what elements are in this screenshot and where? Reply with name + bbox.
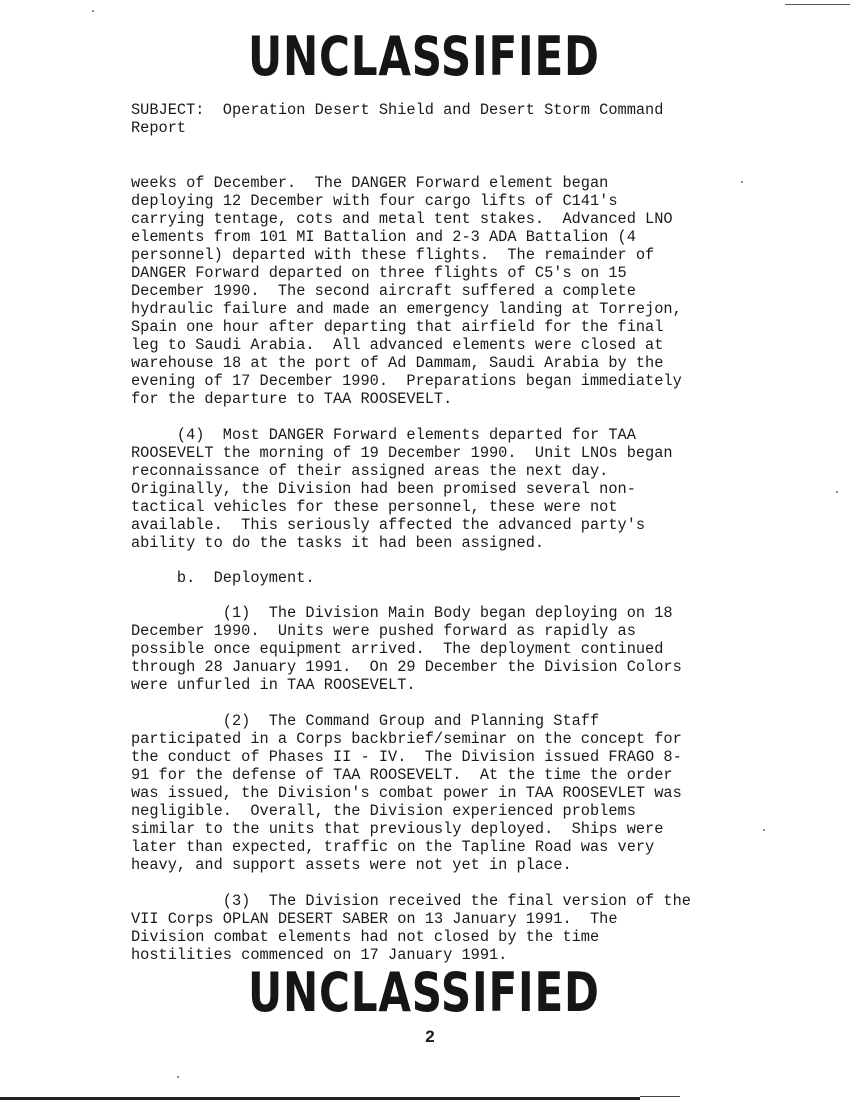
text-line: reconnaissance of their assigned areas the next day. xyxy=(131,462,609,480)
paragraph-b3 xyxy=(131,892,751,964)
page-number: 2 xyxy=(425,1027,435,1046)
text-line: were unfurled in TAA ROOSEVELT. xyxy=(131,676,416,694)
paragraph-b2 xyxy=(131,712,751,874)
text-line: (1) The Division Main Body began deploying on 18 xyxy=(131,604,673,622)
text-line: for the departure to TAA ROOSEVELT. xyxy=(131,390,453,408)
text-line: ability to do the tasks it had been assigned. xyxy=(131,534,545,552)
text-line: through 28 January 1991. On 29 December the Division Colors xyxy=(131,658,682,676)
text-line: available. This seriously affected the advanced party's xyxy=(131,516,646,534)
text-line: heavy, and support assets were not yet in place. xyxy=(131,856,572,874)
text-line: was issued, the Division's combat power in TAA ROOSEVLET was xyxy=(131,784,682,802)
scan-speck xyxy=(836,491,838,493)
text-line: participated in a Corps backbrief/seminar on the concept for xyxy=(131,730,682,748)
text-line: personnel) departed with these flights. The remainder of xyxy=(131,246,655,264)
text-line: (4) Most DANGER Forward elements departed for TAA xyxy=(131,426,636,444)
text-line: hostilities commenced on 17 January 1991. xyxy=(131,946,508,964)
scan-speck xyxy=(741,181,743,183)
text-line: Originally, the Division had been promised several non- xyxy=(131,480,636,498)
top-edge-line xyxy=(785,4,850,5)
text-line: carrying tentage, cots and metal tent stakes. Advanced LNO xyxy=(131,210,673,228)
bottom-edge-line-thin xyxy=(640,1096,680,1097)
text-line: deploying 12 December with four cargo lifts of C141's xyxy=(131,192,618,210)
text-line: (3) The Division received the final version of the xyxy=(131,892,691,910)
text-line: tactical vehicles for these personnel, these were not xyxy=(131,498,618,516)
paragraph-b1 xyxy=(131,604,751,694)
text-line: elements from 101 MI Battalion and 2-3 ADA Battalion (4 xyxy=(131,228,636,246)
text-line: negligible. Overall, the Division experienced problems xyxy=(131,802,636,820)
text-line: 91 for the defense of TAA ROOSEVELT. At the time the order xyxy=(131,766,673,784)
text-line: warehouse 18 at the port of Ad Dammam, Saudi Arabia by the xyxy=(131,354,664,372)
text-line: evening of 17 December 1990. Preparations began immediately xyxy=(131,372,682,390)
subject-label: SUBJECT: xyxy=(131,101,205,119)
text-line: later than expected, traffic on the Tapline Road was very xyxy=(131,838,655,856)
scan-speck xyxy=(177,1076,179,1078)
subject-line xyxy=(131,101,751,137)
text-line: Division combat elements had not closed by the time xyxy=(131,928,600,946)
paragraph-4 xyxy=(131,426,751,552)
text-line: December 1990. Units were pushed forward as rapidly as xyxy=(131,622,636,640)
scan-speck xyxy=(92,10,94,12)
text-line: similar to the units that previously deployed. Ships were xyxy=(131,820,664,838)
text-line: hydraulic failure and made an emergency landing at Torrejon, xyxy=(131,300,682,318)
text-line: DANGER Forward departed on three flights of C5's on 15 xyxy=(131,264,627,282)
subject-text-line1: Operation Desert Shield and Desert Storm Command xyxy=(222,101,664,119)
text-line: December 1990. The second aircraft suffered a complete xyxy=(131,282,636,300)
paragraph-continued xyxy=(131,174,751,408)
classification-stamp-bottom: UNCLASSIFIED xyxy=(247,961,600,1024)
bottom-edge-line xyxy=(0,1097,640,1100)
text-line: (2) The Command Group and Planning Staff xyxy=(131,712,600,730)
text-line: the conduct of Phases II - IV. The Division issued FRAGO 8- xyxy=(131,748,682,766)
text-line: weeks of December. The DANGER Forward element began xyxy=(131,174,609,192)
text-line: leg to Saudi Arabia. All advanced elements were closed at xyxy=(131,336,664,354)
section-heading-deployment: b. Deployment. xyxy=(131,569,315,587)
text-line: Spain one hour after departing that airfield for the final xyxy=(131,318,664,336)
scan-speck xyxy=(763,829,765,831)
classification-stamp-top: UNCLASSIFIED xyxy=(247,25,600,88)
subject-text-line2: Report xyxy=(131,119,187,137)
text-line: ROOSEVELT the morning of 19 December 1990. Unit LNOs began xyxy=(131,444,673,462)
text-line: VII Corps OPLAN DESERT SABER on 13 January 1991. The xyxy=(131,910,618,928)
text-line: possible once equipment arrived. The deployment continued xyxy=(131,640,664,658)
